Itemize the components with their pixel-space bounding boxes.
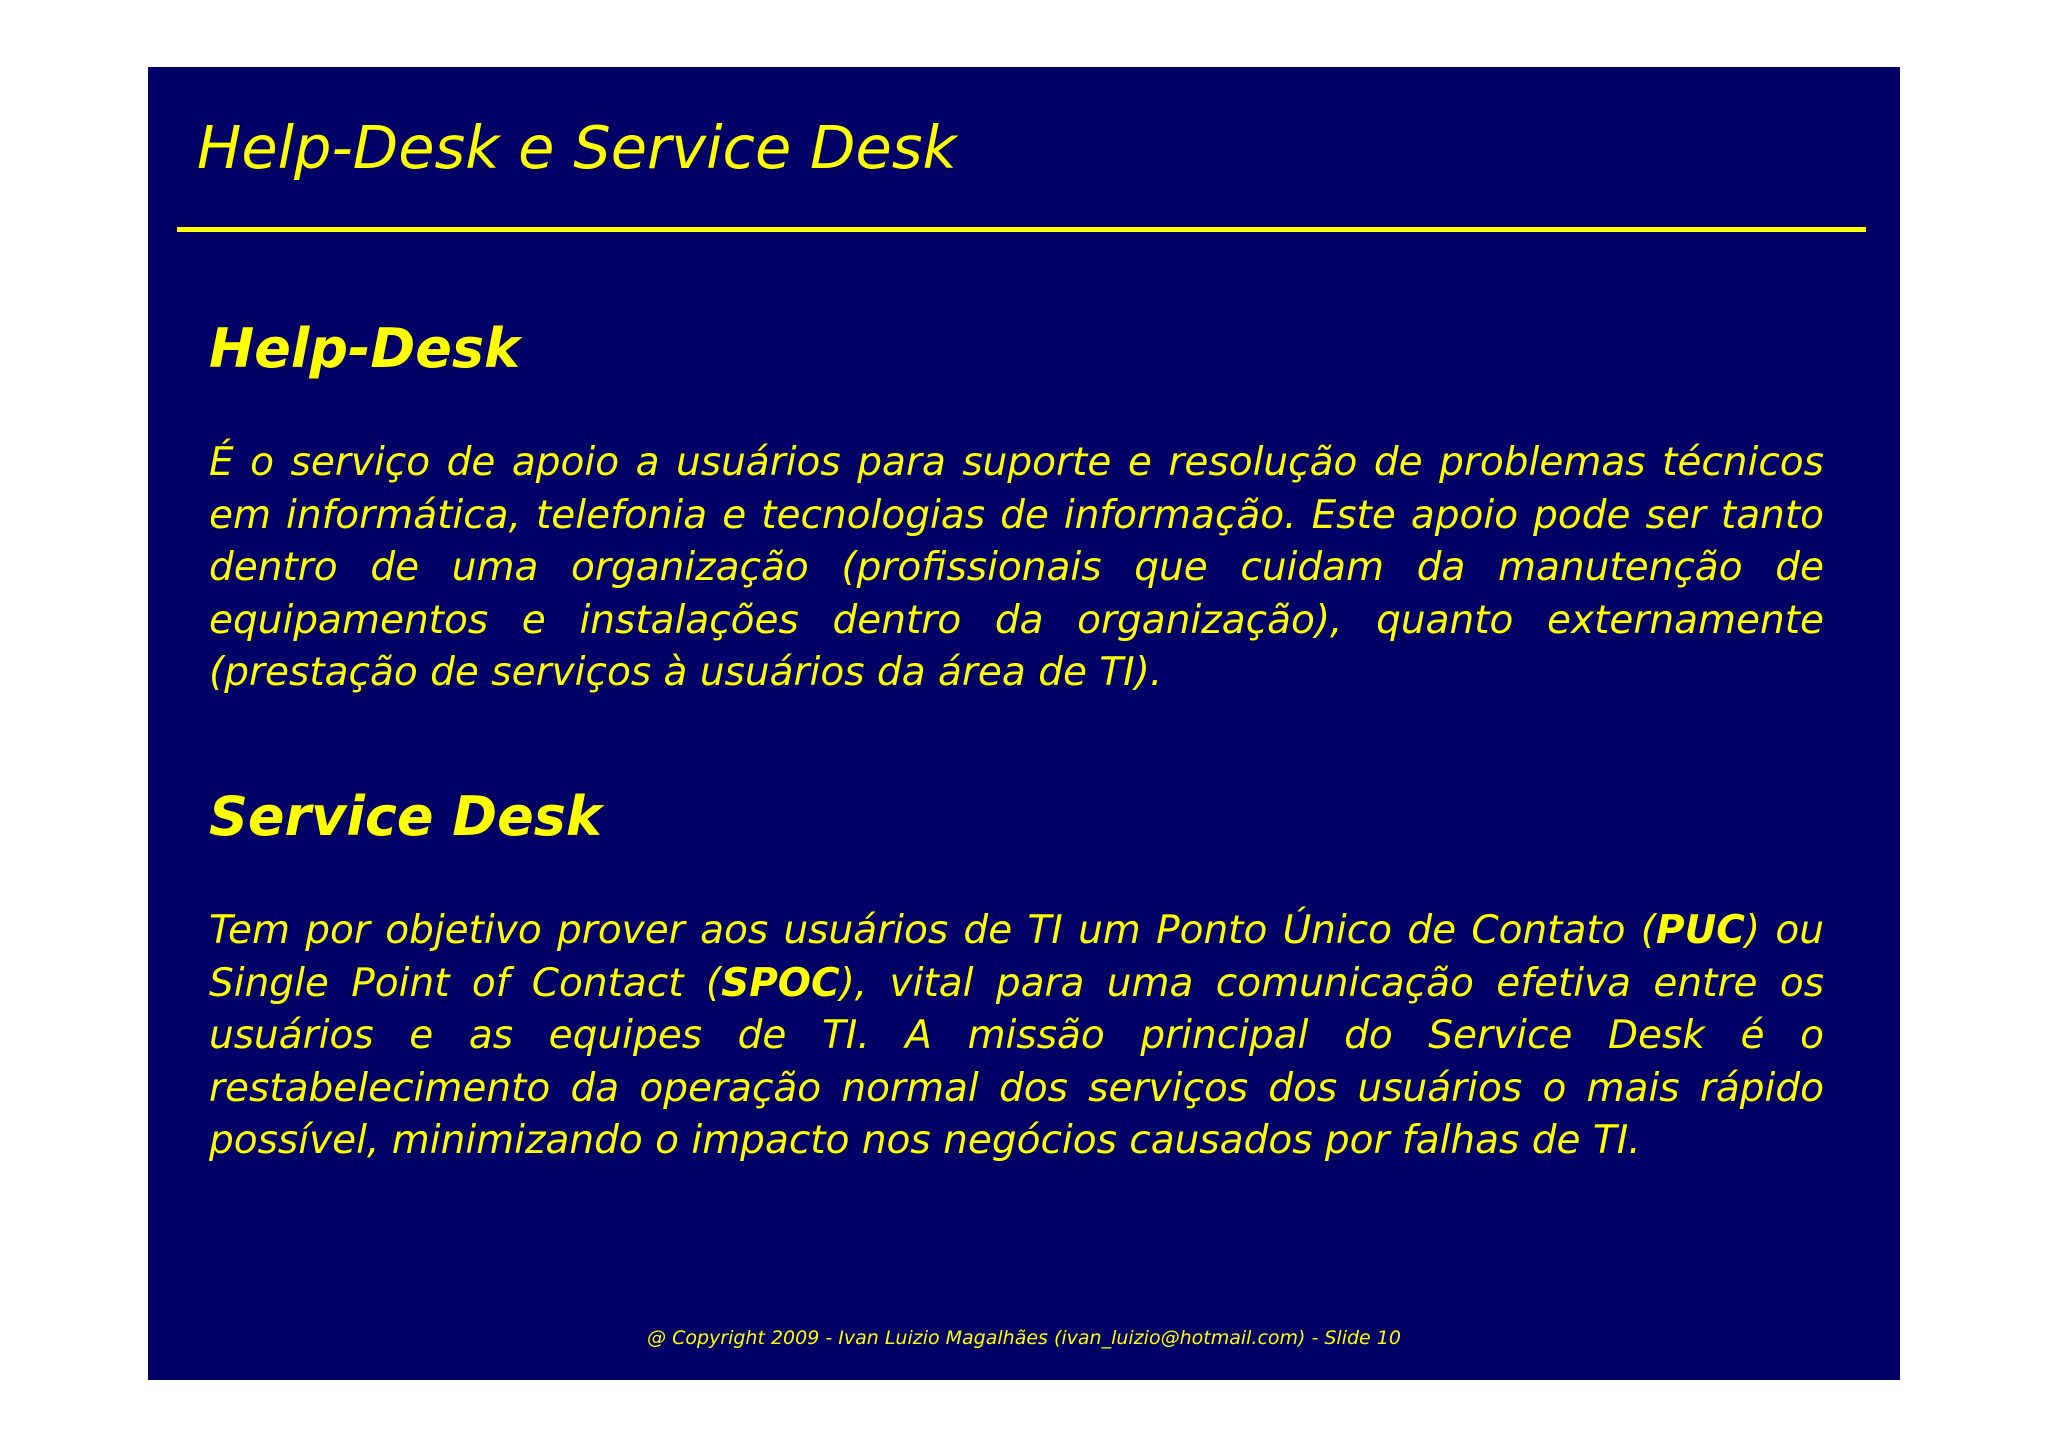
section-heading-service-desk: Service Desk — [209, 785, 602, 848]
section-text-help-desk: É o serviço de apoio a usuários para suporte e resolução de problemas técnicos em informática, telefonia e tecnologias de informação. Este apoio pode ser tanto dentro de uma organização (profissionais que cuidam da manutenção de equipamentos e instalações dentro da organização), quanto externamente (prestação de serviços à usuários da área de TI). — [209, 440, 1824, 695]
slide — [148, 67, 1900, 1380]
text-run: Tem por objetivo prover aos usuários de TI um Ponto Único de Contato ( — [209, 908, 1657, 953]
section-text-service-desk — [209, 905, 1824, 1168]
section-heading-help-desk: Help-Desk — [209, 317, 520, 380]
acronym-spoc: SPOC — [721, 960, 840, 1006]
slide-title: Help-Desk e Service Desk — [197, 113, 957, 182]
acronym-puc: PUC — [1656, 908, 1745, 953]
title-divider — [177, 227, 1866, 232]
copyright-footer: @ Copyright 2009 - Ivan Luizio Magalhães (ivan_luizio@hotmail.com) - Slide 10 — [647, 1327, 1401, 1349]
text-run: ) ou Single Point of Contact ( — [209, 908, 1824, 1006]
text-run: ), vital para uma comunicação efetiva entre os usuários e as equipes de TI. A missão principal do Service Desk é o restabelecimento da operação normal dos serviços dos usuários o mais rápido possível, minimizando o impacto nos negócios causados por falhas de TI. — [209, 960, 1825, 1163]
